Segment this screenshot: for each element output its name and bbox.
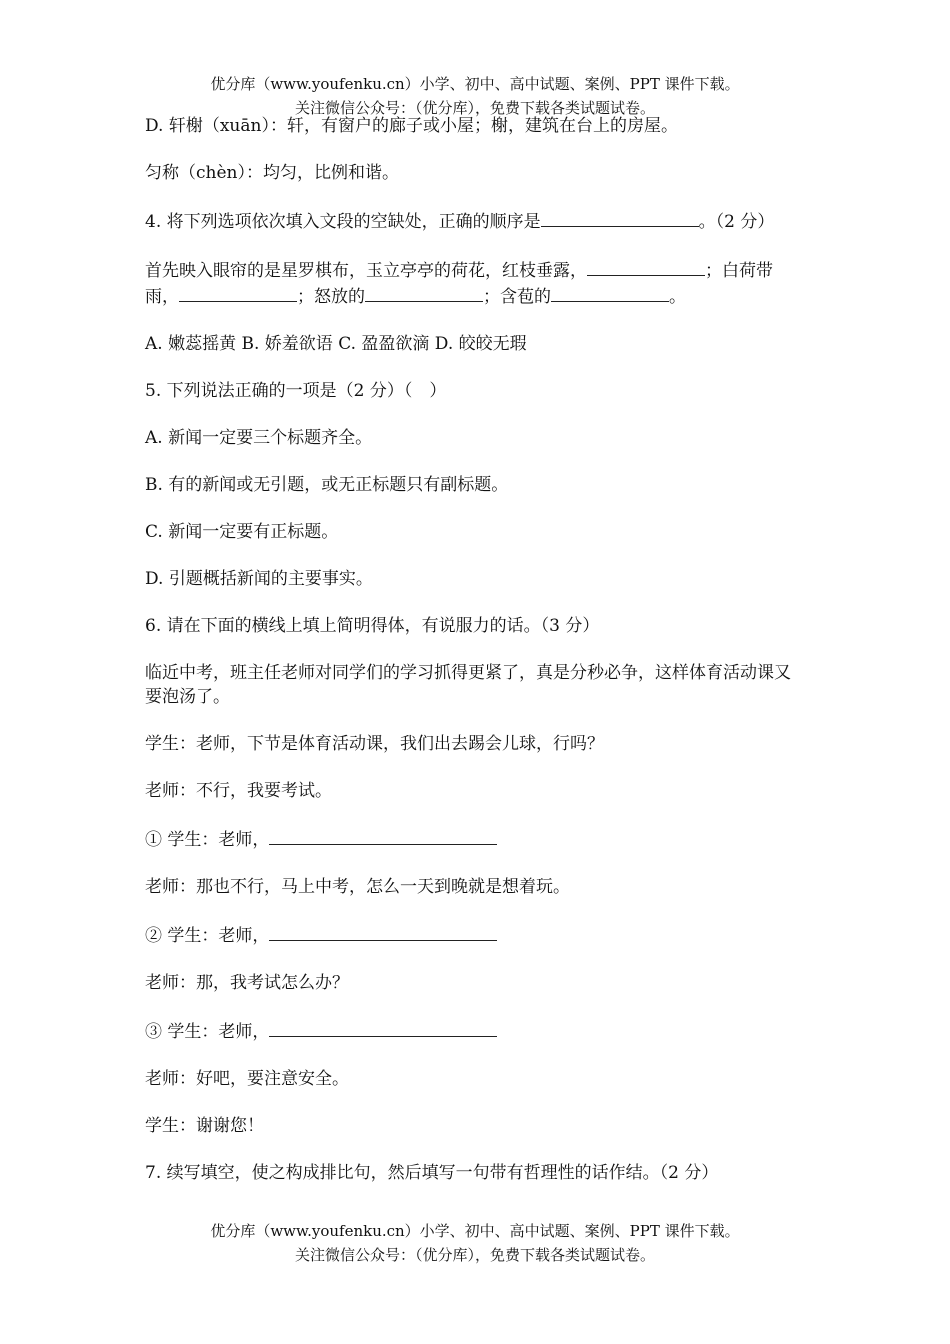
- answer-blank: [179, 283, 297, 302]
- dialogue-line-3-text: ① 学生：老师，: [145, 830, 270, 850]
- question-4-passage: [145, 257, 805, 309]
- answer-blank: [551, 283, 669, 302]
- answer-blank: [365, 283, 483, 302]
- footer-line-2: 关注微信公众号：（优分库），免费下载各类试题试卷。: [294, 1246, 655, 1264]
- page-header: [0, 72, 950, 120]
- question-6-context: 临近中考，班主任老师对同学们的学习抓得更紧了，真是分秒必争，这样体育活动课又要泡汤了。: [145, 663, 791, 707]
- dialogue-line-7-text: ③ 学生：老师，: [145, 1022, 270, 1042]
- dialogue-line-4: 老师：那也不行，马上中考，怎么一天到晚就是想着玩。: [145, 877, 570, 897]
- q4-prompt-score: 。（2 分）: [698, 212, 775, 232]
- dialogue-line-5: [145, 922, 805, 948]
- question-7-prompt: 7. 续写填空，使之构成排比句，然后填写一句带有哲理性的话作结。（2 分）: [145, 1163, 719, 1183]
- dialogue-line-6: 老师：那，我考试怎么办？: [145, 973, 349, 993]
- header-line-2: 关注微信公众号：（优分库），免费下载各类试题试卷。: [294, 99, 655, 117]
- answer-blank: [269, 1018, 497, 1037]
- dialogue-line-8: 老师：好吧，要注意安全。: [145, 1069, 349, 1089]
- footer-line-1: 优分库（www.youfenku.cn）小学、初中、高中试题、案例、PPT 课件下载。: [210, 1222, 740, 1240]
- question-4-prompt: [145, 208, 805, 234]
- header-line-1: 优分库（www.youfenku.cn）小学、初中、高中试题、案例、PPT 课件下载。: [210, 75, 740, 93]
- passage-part-2: ；白荷带雨，: [145, 261, 773, 307]
- dialogue-line-5-text: ② 学生：老师，: [145, 926, 270, 946]
- answer-blank: [541, 208, 699, 227]
- question-5-option-d: D. 引题概括新闻的主要事实。: [145, 569, 373, 589]
- dialogue-line-1: 学生：老师，下节是体育活动课，我们出去踢会儿球，行吗？: [145, 734, 604, 754]
- dialogue-line-7: [145, 1018, 805, 1044]
- answer-blank: [587, 257, 705, 276]
- page-footer: [0, 1219, 950, 1267]
- question-5-prompt: 5. 下列说法正确的一项是（2 分）（ ）: [145, 381, 447, 401]
- dialogue-line-2: 老师：不行，我要考试。: [145, 781, 332, 801]
- question-6-prompt: 6. 请在下面的横线上填上简明得体，有说服力的话。（3 分）: [145, 616, 600, 636]
- dialogue-line-3: [145, 826, 805, 852]
- yunchen-definition: 匀称（chèn）：均匀，比例和谐。: [145, 163, 399, 183]
- answer-blank: [269, 922, 497, 941]
- passage-part-3: ；怒放的: [297, 287, 365, 307]
- option-d-definition: D. 轩榭（xuān）：轩，有窗户的廊子或小屋；榭，建筑在台上的房屋。: [145, 116, 678, 136]
- question-5-option-c: C. 新闻一定要有正标题。: [145, 522, 339, 542]
- passage-part-4: ；含苞的: [483, 287, 551, 307]
- answer-blank: [269, 826, 497, 845]
- question-5-option-a: A. 新闻一定要三个标题齐全。: [145, 428, 373, 448]
- document-body: [145, 114, 805, 1208]
- passage-part-5: 。: [669, 287, 686, 307]
- dialogue-line-9: 学生：谢谢您！: [145, 1116, 264, 1136]
- question-5-option-b: B. 有的新闻或无引题，或无正标题只有副标题。: [145, 475, 509, 495]
- question-4-options: A. 嫩蕊摇黄 B. 娇羞欲语 C. 盈盈欲滴 D. 皎皎无瑕: [145, 334, 527, 354]
- q4-prompt-text: 4. 将下列选项依次填入文段的空缺处，正确的顺序是: [145, 212, 541, 232]
- passage-part-1: 首先映入眼帘的是星罗棋布，玉立亭亭的荷花，红枝垂露，: [145, 261, 587, 281]
